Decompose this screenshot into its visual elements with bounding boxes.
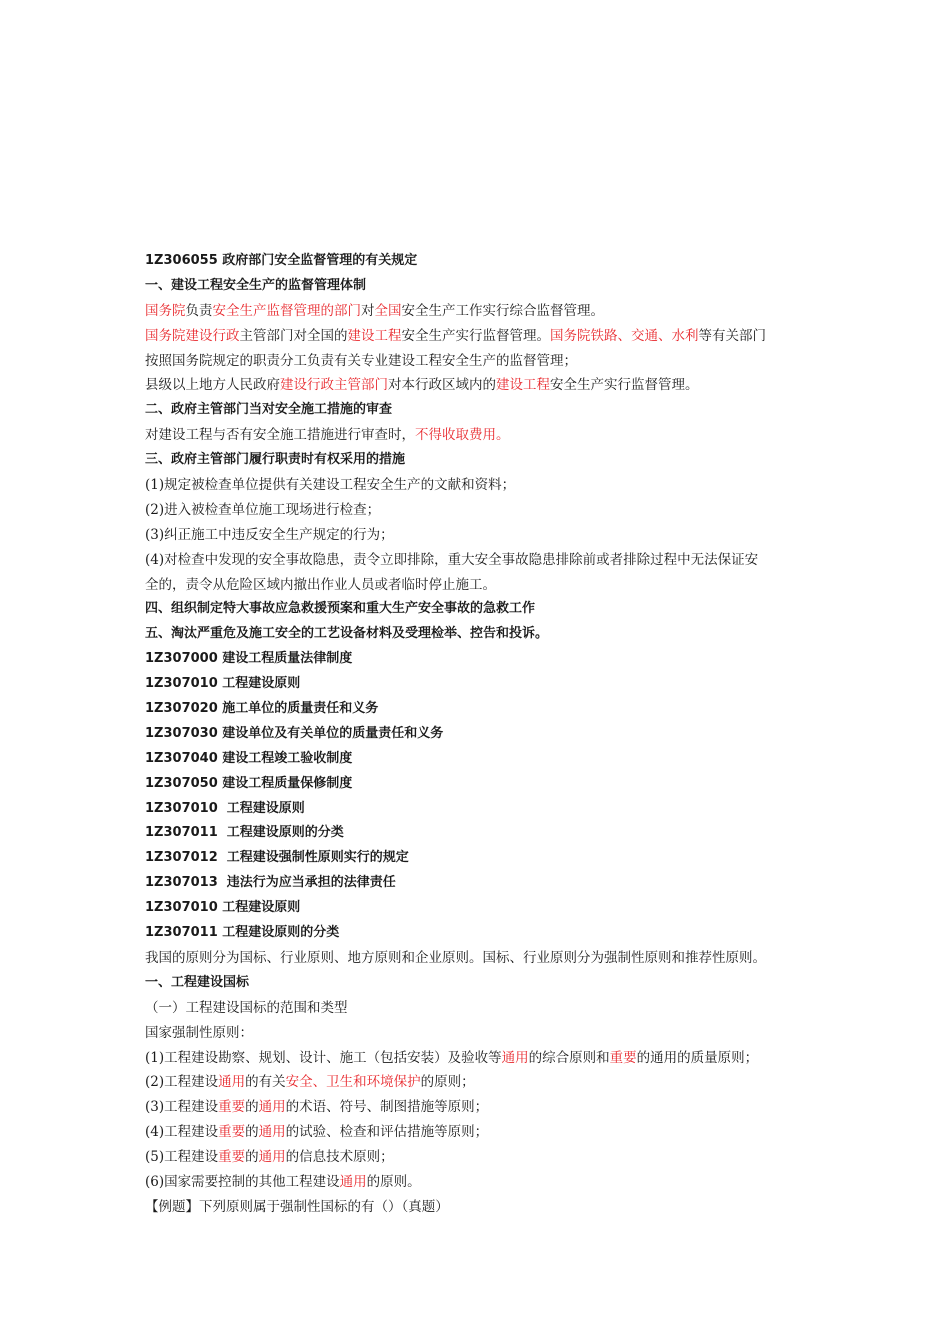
highlight-text: 重要 — [218, 1124, 246, 1141]
paragraph — [145, 423, 815, 448]
text-run: (4)工程建设 — [145, 1124, 219, 1141]
list-item — [145, 1070, 815, 1095]
list-item: (3)纠正施工中违反安全生产规定的行为； — [145, 526, 394, 543]
list-item — [145, 1170, 815, 1195]
subsection-heading: 一、工程建设国标 — [145, 974, 250, 990]
highlight-text: 通用 — [258, 1099, 286, 1116]
highlight-text: 安全、卫生和环境保护 — [285, 1074, 421, 1091]
section-heading: 1Z307011 工程建设原则的分类 — [145, 925, 340, 941]
paragraph — [145, 373, 815, 398]
paragraph — [145, 299, 815, 324]
highlight-text: 重要 — [218, 1099, 246, 1116]
text-run: 县级以上地方人民政府 — [145, 377, 280, 394]
paragraph: （一）工程建设国标的范围和类型 — [145, 999, 348, 1016]
list-item — [145, 1145, 815, 1170]
highlight-text: 全国 — [374, 302, 402, 319]
toc-entry: 1Z307040 建设工程竣工验收制度 — [145, 750, 353, 766]
text-run: (2)工程建设 — [145, 1074, 219, 1091]
highlight-text: 国务院铁路、交通、水利 — [550, 327, 699, 344]
subsection-heading: 一、建设工程安全生产的监督管理体制 — [145, 277, 367, 293]
text-run: (6)国家需要控制的其他工程建设 — [145, 1173, 340, 1190]
text-run: 的原则。 — [366, 1173, 421, 1190]
subsection-heading: 三、政府主管部门履行职责时有权采用的措施 — [145, 452, 406, 468]
text-run: 的 — [245, 1099, 259, 1116]
highlight-text: 通用 — [258, 1124, 286, 1141]
text-run: 安全生产工作实行综合监督管理。 — [401, 302, 604, 319]
text-run: 对 — [361, 302, 375, 319]
list-item — [145, 1095, 815, 1120]
toc-entry: 1Z307013 违法行为应当承担的法律责任 — [145, 875, 396, 891]
list-item: (4)对检查中发现的安全事故隐患，责令立即排除，重大安全事故隐患排除前或者排除过程中无法保证安 — [145, 551, 759, 568]
toc-entry: 1Z307012 工程建设强制性原则实行的规定 — [145, 850, 409, 866]
paragraph: 按照国务院规定的职责分工负责有关专业建设工程安全生产的监督管理； — [145, 352, 577, 369]
subsection-heading: 二、政府主管部门当对安全施工措施的审查 — [145, 402, 393, 418]
subsection-heading: 五、淘汰严重危及施工安全的工艺设备材料及受理检举、控告和投诉。 — [145, 626, 549, 642]
text-run: 的通用的质量原则； — [636, 1049, 759, 1066]
list-item: (1)规定被检查单位提供有关建设工程安全生产的文献和资料； — [145, 477, 516, 494]
text-run: 对建设工程与否有安全施工措施进行审查时， — [145, 427, 415, 444]
toc-entry: 1Z307050 建设工程质量保修制度 — [145, 775, 353, 791]
text-run: 安全生产实行监督管理。 — [550, 377, 699, 394]
text-run: 的原则； — [420, 1074, 475, 1091]
list-item: (2)进入被检查单位施工现场进行检查； — [145, 501, 381, 518]
highlight-text: 不得收取费用。 — [415, 427, 510, 444]
toc-entry: 1Z307011 工程建设原则的分类 — [145, 825, 344, 841]
text-run: (1)工程建设勘察、规划、设计、施工（包括安装）及验收等 — [145, 1049, 502, 1066]
paragraph: 国家强制性原则： — [145, 1024, 253, 1041]
toc-entry: 1Z307010 工程建设原则 — [145, 800, 305, 816]
text-run: 的综合原则和 — [528, 1049, 610, 1066]
paragraph: 我国的原则分为国标、行业原则、地方原则和企业原则。国标、行业原则分为强制性原则和推荐性原则。 — [145, 949, 766, 966]
text-run: 主管部门对全国的 — [239, 327, 348, 344]
highlight-text: 重要 — [609, 1049, 637, 1066]
highlight-text: 国务院 — [145, 302, 186, 319]
toc-entry: 1Z307020 施工单位的质量责任和义务 — [145, 701, 379, 717]
list-item — [145, 1046, 815, 1071]
text-run: 的术语、符号、制图措施等原则； — [285, 1099, 489, 1116]
highlight-text: 通用 — [501, 1049, 529, 1066]
text-run: 安全生产实行监督管理。 — [401, 327, 550, 344]
list-item-continuation: 全的，责令从危险区域内撤出作业人员或者临时停止施工。 — [145, 576, 496, 593]
section-heading: 1Z306055 政府部门安全监督管理的有关规定 — [145, 253, 418, 268]
highlight-text: 建设工程 — [347, 327, 402, 344]
text-run: 对本行政区域内的 — [388, 377, 496, 394]
list-item — [145, 1120, 815, 1145]
text-run: 负责 — [185, 302, 213, 319]
highlight-text: 通用 — [218, 1074, 246, 1091]
subsection-heading: 四、组织制定特大事故应急救援预案和重大生产安全事故的急救工作 — [145, 601, 536, 617]
highlight-text: 建设行政主管部门 — [280, 377, 388, 394]
section-heading: 1Z307010 工程建设原则 — [145, 900, 301, 916]
highlight-text: 安全生产监督管理的部门 — [212, 302, 361, 319]
example-question: 【例题】下列原则属于强制性国标的有（）（真题） — [145, 1198, 449, 1215]
highlight-text: 通用 — [258, 1149, 286, 1166]
text-run: 的有关 — [245, 1074, 286, 1091]
toc-entry: 1Z307030 建设单位及有关单位的质量责任和义务 — [145, 725, 444, 741]
toc-entry: 1Z307010 工程建设原则 — [145, 676, 301, 692]
text-run: 的 — [245, 1149, 259, 1166]
text-run: 的 — [245, 1124, 259, 1141]
text-run: 的信息技术原则； — [285, 1149, 394, 1166]
highlight-text: 通用 — [339, 1173, 367, 1190]
text-run: (5)工程建设 — [145, 1149, 219, 1166]
text-run: 的试验、检查和评估措施等原则； — [285, 1124, 489, 1141]
highlight-text: 重要 — [218, 1149, 246, 1166]
highlight-text: 建设工程 — [496, 377, 550, 394]
paragraph — [145, 324, 815, 349]
toc-entry: 1Z307000 建设工程质量法律制度 — [145, 651, 353, 667]
document-body — [145, 249, 815, 1220]
text-run: 等有关部门 — [698, 327, 766, 344]
text-run: (3)工程建设 — [145, 1099, 219, 1116]
highlight-text: 国务院建设行政 — [145, 327, 240, 344]
